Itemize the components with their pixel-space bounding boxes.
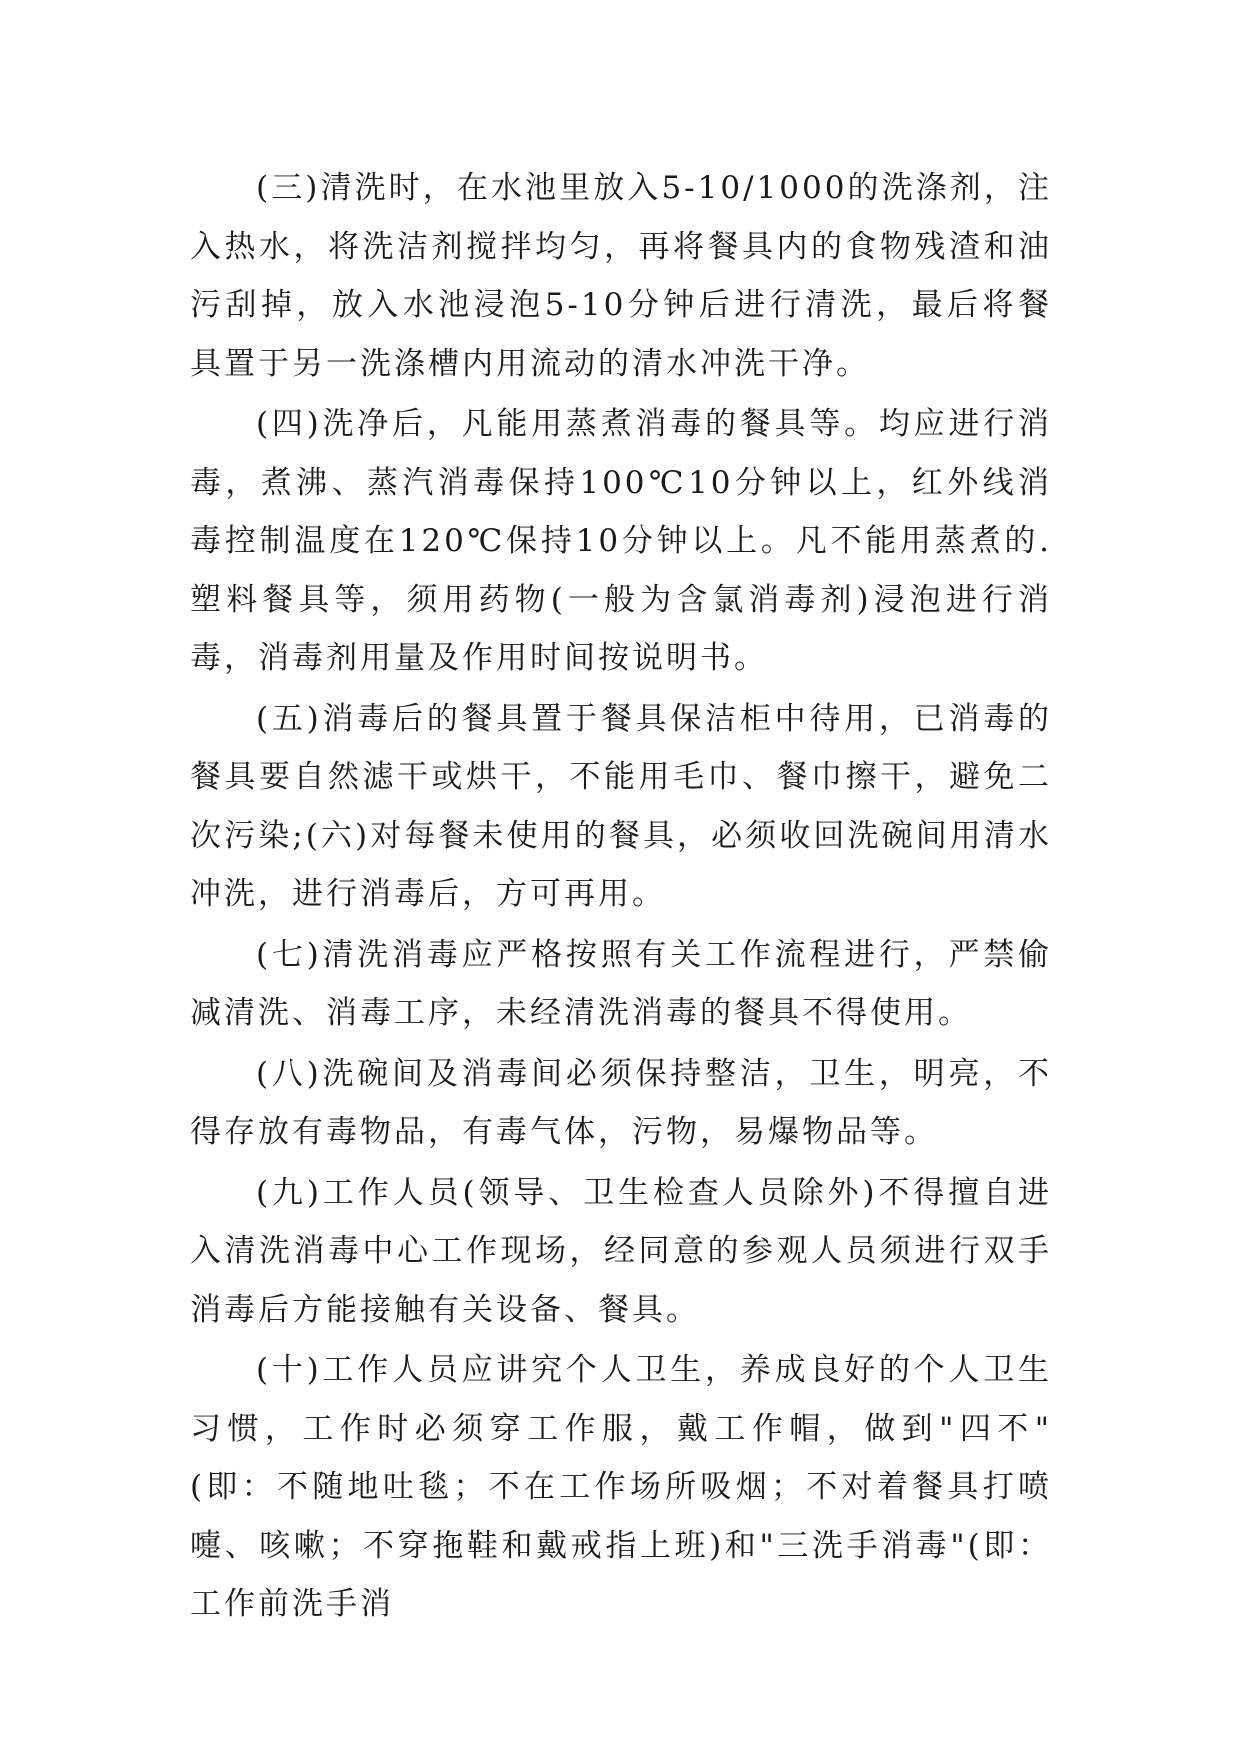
paragraph-10-hygiene: (十)工作人员应讲究个人卫生，养成良好的个人卫生习惯，工作时必须穿工作服，戴工作帽，做到"四不"(即：不随地吐毯；不在工作场所吸烟；不对着餐具打喷嚏、咳嗽；不穿拖鞋和戴戒指上班)和"三洗手消毒"(即：工作前洗手消 xyxy=(190,1352,1052,1622)
paragraph-9-access: (九)工作人员(领导、卫生检查人员除外)不得擅自进入清洗消毒中心工作现场，经同意的参观人员须进行双手消毒后方能接触有关设备、餐具。 xyxy=(190,1174,1052,1328)
paragraph-8-cleanliness: (八)洗碗间及消毒间必须保持整洁，卫生，明亮，不得存放有毒物品，有毒气体，污物，易爆物品等。 xyxy=(190,1055,1052,1150)
paragraph-4-disinfection: (四)洗净后，凡能用蒸煮消毒的餐具等。均应进行消毒，煮沸、蒸汽消毒保持100℃10分钟以上，红外线消毒控制温度在120℃保持10分钟以上。凡不能用蒸煮的.塑料餐具等，须用药物(一般为含氯消毒剂)浸泡进行消毒，消毒剂用量及作用时间按说明书。 xyxy=(190,406,1052,676)
paragraph-7-workflow: (七)清洗消毒应严格按照有关工作流程进行，严禁偷减清洗、消毒工序，未经清洗消毒的餐具不得使用。 xyxy=(190,936,1052,1031)
paragraph-5-6-storage: (五)消毒后的餐具置于餐具保洁柜中待用，已消毒的餐具要自然滤干或烘干，不能用毛巾、餐巾擦干，避免二次污染;(六)对每餐未使用的餐具，必须收回洗碗间用清水冲洗，进行消毒后，方可再用。 xyxy=(190,700,1052,912)
paragraph-3-washing: (三)清洗时，在水池里放入5-10/1000的洗涤剂，注入热水，将洗洁剂搅拌均匀，再将餐具内的食物残渣和油污刮掉，放入水池浸泡5-10分钟后进行清洗，最后将餐具置于另一洗涤槽内用流动的清水冲洗干净。 xyxy=(190,170,1052,382)
document-body xyxy=(190,159,1052,1636)
